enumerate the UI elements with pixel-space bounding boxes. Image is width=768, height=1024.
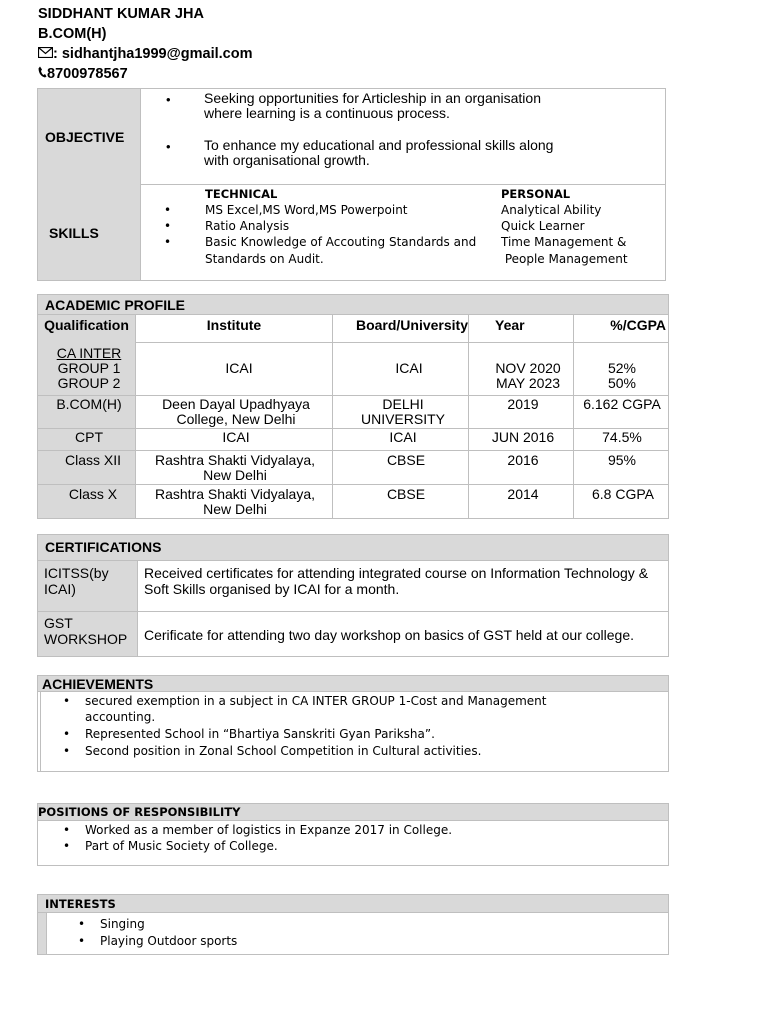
table-cell-institute: ICAI [222,429,250,445]
envelope-icon [38,44,53,64]
personal-heading: PERSONAL [501,187,571,201]
personal-skill: Time Management & [501,235,627,249]
table-cell-score: 74.5% [602,429,642,445]
phone-icon [38,64,47,84]
table-cell-score: 6.8 CGPA [592,486,654,502]
table-cell-institute: Deen Dayal Upadhyaya College, New Delhi [162,396,310,427]
interests-title: INTERESTS [45,897,116,911]
header-board: Board/University [355,317,468,333]
certification-label: ICITSS(by ICAI) [44,565,109,597]
table-cell-board: ICAI [389,429,417,445]
table-cell-board: CBSE [386,452,426,468]
table-cell-institute: ICAI [225,360,253,376]
personal-skill: People Management [501,252,628,266]
email-line [38,44,252,64]
table-cell-qualification: Class XII [64,452,121,468]
technical-skill: • Ratio Analysis [164,219,290,233]
header-score: %/CGPA [610,317,666,333]
list-item: • Represented School in “Bhartiya Sanskriti Gyan Pariksha”. [63,727,435,741]
objective-point-2: To enhance my educational and professional skills along with organisational growth. [204,137,554,168]
objective-label: OBJECTIVE [45,129,125,145]
table-cell-institute: Rashtra Shakti Vidyalaya, New Delhi [154,486,316,517]
phone-number: 8700978567 [47,66,128,82]
list-item: • Second position in Zonal School Competition in Cultural activities. [63,744,482,758]
certification-text: Cerificate for attending two day workshop on basics of GST held at our college. [144,627,635,643]
table-cell-score: 52% 50% [607,360,637,391]
table-cell-institute: Rashtra Shakti Vidyalaya, New Delhi [154,452,316,483]
objective-bullet-1: • [166,92,171,107]
table-cell-qualification: B.COM(H) [56,396,122,412]
header-institute: Institute [206,317,262,333]
list-item: accounting. [85,710,156,724]
objective-point-1: Seeking opportunities for Articleship in an organisation where learning is a continuous process. [204,90,541,121]
list-item: • Part of Music Society of College. [63,839,278,853]
table-cell-board: DELHI UNIVERSITY [360,396,445,427]
email-address[interactable]: : sidhantjha1999@gmail.com [53,46,253,62]
table-cell-score: 6.162 CGPA [583,396,661,412]
list-item: • Playing Outdoor sports [78,934,238,948]
skills-label: SKILLS [49,225,99,241]
table-cell-qualification: CA INTER GROUP 1 GROUP 2 [56,345,122,391]
personal-skill: Quick Learner [501,219,585,233]
header-year: Year [495,317,525,333]
phone-line [38,64,128,84]
certification-text: Received certificates for attending integrated course on Information Technology & Soft Skills organised by ICAI for a month. [144,565,649,597]
technical-skill: • Basic Knowledge of Accouting Standards and [164,235,477,249]
table-cell-year: JUN 2016 [491,429,555,445]
technical-skill: • MS Excel,MS Word,MS Powerpoint [164,203,408,217]
table-cell-qualification: CPT [75,429,103,445]
table-cell-year: 2014 [507,486,539,502]
certifications-title: CERTIFICATIONS [45,539,162,555]
list-item: • Worked as a member of logistics in Expanze 2017 in College. [63,823,453,837]
technical-heading: TECHNICAL [205,187,278,201]
table-cell-year: 2016 [507,452,539,468]
list-item: • Singing [78,917,145,931]
table-cell-board: ICAI [395,360,423,376]
list-item: • secured exemption in a subject in CA INTER GROUP 1-Cost and Management [63,694,547,708]
certification-label: GST WORKSHOP [44,615,128,647]
positions-title: POSITIONS OF RESPONSIBILITY [38,805,241,819]
table-cell-qualification: Class X [68,486,118,502]
table-cell-year: 2019 [507,396,539,412]
candidate-degree: B.COM(H) [38,26,107,42]
objective-bullet-2: • [166,139,171,154]
table-cell-board: CBSE [386,486,426,502]
achievements-title: ACHIEVEMENTS [42,676,154,692]
personal-skill: Analytical Ability [501,203,602,217]
table-cell-score: 95% [607,452,637,468]
header-qualification: Qualification [44,317,129,333]
table-cell-year: NOV 2020 MAY 2023 [495,360,561,391]
candidate-name: SIDDHANT KUMAR JHA [38,6,204,22]
academic-title: ACADEMIC PROFILE [45,297,185,313]
technical-skill: Standards on Audit. [205,252,324,266]
